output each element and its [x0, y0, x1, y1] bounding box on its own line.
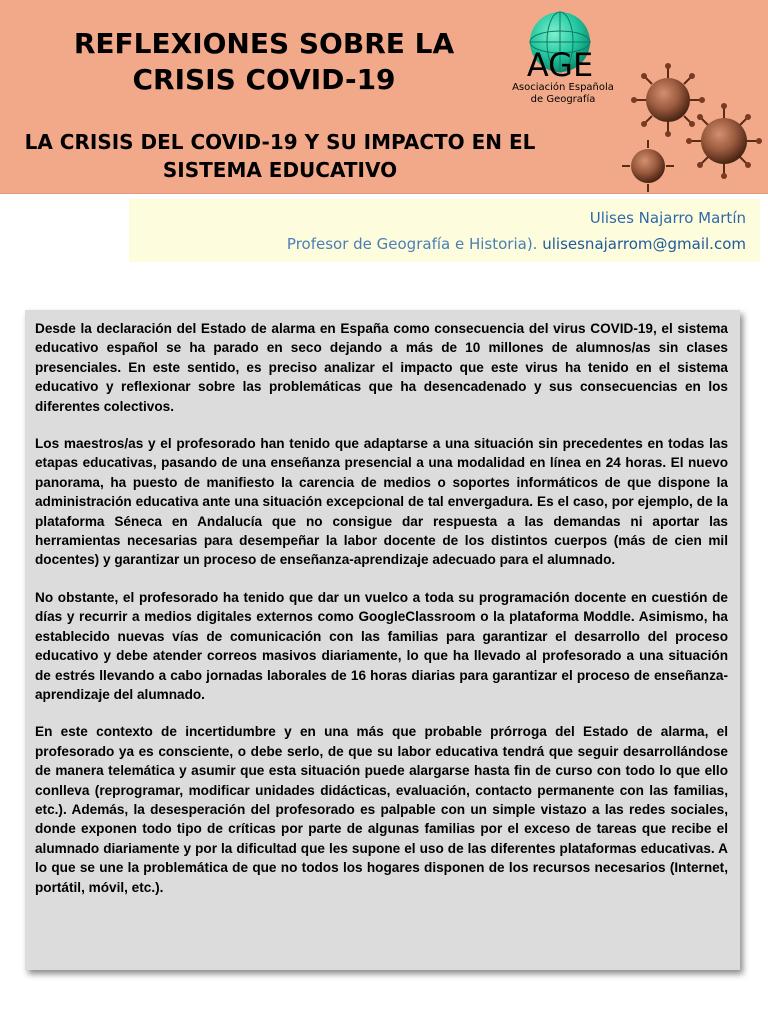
article-body	[35, 319, 728, 915]
paragraph-4: En este contexto de incertidumbre y en una más que probable prórroga del Estado de alarma, el profesorado ya es consciente, o debe serlo, de que su labor educativa tendrá que seguir desarrollándose de manera telemática y asumir que esta situación puede alargarse hasta fin de curso con todo lo que ello conlleva (reprogramar, modificar unidades didácticas, evaluación, contacto permanente con las familias, etc.). Además, la desesperación del profesorado es palpable con un simple vistazo a las redes sociales, donde exponen todo tipo de críticas por parte de algunas familias por el exceso de tareas que recibe el alumnado diariamente y por la dificultad que les supone el uso de las diferentes plataformas educativas. A lo que se une la problemática de que no todos los hogares disponen de los recursos necesarios (Internet, portátil, móvil, etc.).	[35, 724, 728, 895]
page-title	[20, 26, 508, 98]
logo-name-line-1: Asociación Española	[512, 82, 614, 93]
author-name: Ulises Najarro Martín	[589, 209, 746, 227]
page-title-line-1: REFLEXIONES SOBRE LA	[73, 27, 455, 60]
logo-name-line-2: de Geografía	[530, 94, 596, 105]
logo-acronym: AGE	[526, 46, 594, 84]
header-banner	[0, 0, 768, 194]
paragraph-2: Los maestros/as y el profesorado han tenido que adaptarse a una situación sin precedentes en todas las etapas educativas, pasando de una enseñanza presencial a una modalidad en línea en 24 horas. El nuevo panorama, ha puesto de manifiesto la carencia de medios o soportes informáticos de que dispone la administración educativa ante una situación excepcional de tal envergadura. Es el caso, por ejemplo, de la plataforma Séneca en Andalucía que no consigue dar respuesta a las demandas ni aportar las herramientas necesarias para desempeñar la labor docente de los distintos cuerpos (más de cien mil docentes) y garantizar un proceso de enseñanza-aprendizaje adecuado para el alumnado.	[35, 436, 728, 568]
page-subtitle	[20, 128, 540, 184]
author-box	[129, 199, 760, 262]
age-logo	[498, 10, 628, 110]
logo-name	[506, 82, 620, 106]
coronavirus-icon	[612, 60, 768, 193]
page-title-line-2: CRISIS COVID-19	[132, 63, 396, 96]
page-subtitle-line-1: LA CRISIS DEL COVID-19 Y SU IMPACTO EN EL	[24, 130, 536, 154]
paragraph-3: No obstante, el profesorado ha tenido que dar un vuelco a toda su programación docente en cuestión de días y recurrir a medios digitales externos como GoogleClassroom o la plataforma Moddle. Asimismo, ha establecido nuevas vías de comunicación con las familias para garantizar el desarrollo del proceso educativo y debe atender correos masivos diariamente, lo que ha llevado al profesorado a una situación de estrés llevando a cabo jornadas laborales de 16 horas diarias para garantizar el proceso de enseñanza-aprendizaje del alumnado.	[35, 589, 728, 702]
author-role: Profesor de Geografía e Historia).	[286, 235, 538, 253]
paragraph-1: Desde la declaración del Estado de alarma en España como consecuencia del virus COVID-19, el sistema educativo español se ha parado en seco dejando a más de 10 millones de alumnos/as sin clases presenciales. En este sentido, es preciso analizar el impacto que este virus ha tenido en el sistema educativo y reflexionar sobre las problemáticas que ha desencadenado y sus consecuencias en los diferentes colectivos.	[35, 321, 728, 414]
author-email: ulisesnajarrom@gmail.com	[542, 235, 746, 253]
page-subtitle-line-2: SISTEMA EDUCATIVO	[162, 158, 398, 182]
author-role-line	[287, 233, 746, 255]
article-panel	[25, 310, 740, 970]
